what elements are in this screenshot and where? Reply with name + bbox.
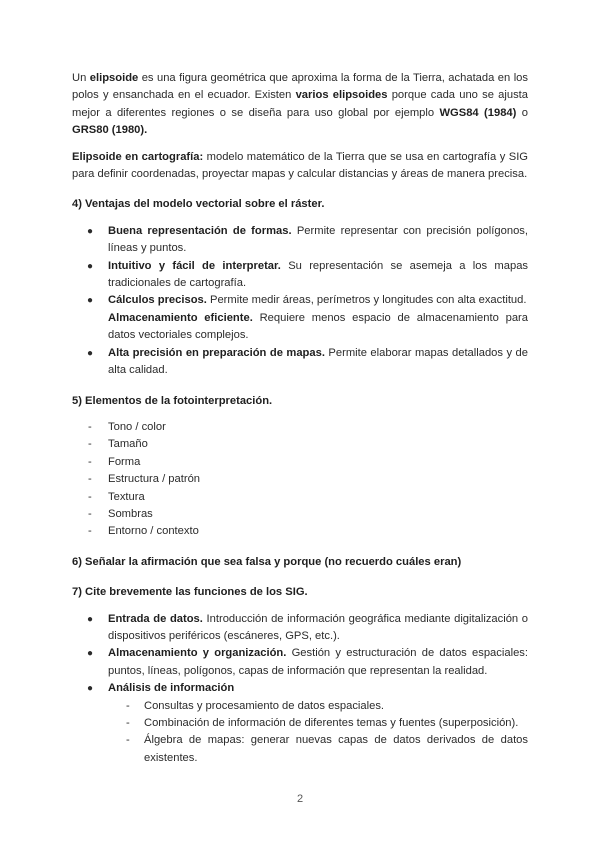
dash-icon: - — [88, 420, 92, 433]
dash-icon: - — [126, 734, 130, 747]
dash-icon: - — [126, 699, 130, 712]
text-run: porque cada uno se ajusta mejor a diferentes regiones o se diseña para uso global por ejemplo — [72, 89, 528, 119]
bold-term-elipsoide: elipsoide — [89, 72, 139, 84]
section-6-heading: 6) Señalar la afirmación que sea falsa y porque (no recuerdo cuáles eran) — [72, 555, 462, 568]
dash-icon: - — [88, 473, 92, 486]
bullet-icon: ● — [87, 648, 94, 660]
bullet-icon: ● — [87, 613, 94, 625]
intro-paragraph-1 — [72, 70, 528, 140]
list-item — [72, 419, 528, 436]
text-run: o — [516, 106, 528, 119]
sub-list-item — [108, 698, 528, 715]
item-text: Álgebra de mapas: generar nuevas capas de datos derivados de datos existentes. — [144, 734, 528, 764]
item-title: Alta precisión en preparación de mapas. — [108, 346, 325, 359]
bullet-icon: ● — [87, 225, 94, 237]
item-text: Textura — [108, 490, 145, 503]
bold-term-elipsoide-cartografia: Elipsoide en cartografía: — [72, 150, 204, 163]
page-number: 2 — [296, 793, 304, 805]
list-item — [72, 292, 528, 309]
item-title: Buena representación de formas. — [108, 224, 292, 237]
item-title: Entrada de datos. — [108, 612, 203, 625]
item-text: Introducción de información geográfica mediante digitalización o dispositivos periféricos (escáneres, GPS, etc.). — [108, 612, 528, 642]
item-text: Tamaño — [108, 438, 148, 451]
list-item — [72, 489, 528, 506]
bold-term-varios-elipsoides: varios elipsoides — [295, 89, 388, 102]
list-item — [72, 436, 528, 453]
item-text: Forma — [108, 455, 141, 468]
item-text: Permite representar con precisión polígonos, líneas y puntos. — [108, 224, 528, 255]
item-text: Su representación se asemeja a los mapas tradicionales de cartografía. — [108, 259, 529, 290]
item-title: Cálculos precisos. — [108, 294, 207, 307]
item-text: Requiere menos espacio de almacenamiento para datos vectoriales complejos. — [108, 311, 528, 342]
bullet-icon: ● — [87, 260, 94, 272]
list-item — [72, 611, 528, 646]
list-item — [72, 471, 528, 488]
page-content — [72, 70, 528, 767]
bullet-icon: ● — [87, 295, 94, 307]
item-text: Permite medir áreas, perímetros y longitudes con alta exactitud. — [206, 294, 527, 307]
bold-term-grs80: GRS80 (1980). — [72, 124, 148, 137]
dash-icon: - — [88, 490, 92, 503]
list-item — [72, 345, 528, 380]
list-item-continuation — [72, 310, 528, 345]
text-run: Un — [72, 72, 90, 84]
bullet-icon: ● — [87, 347, 94, 359]
item-title: Almacenamiento y organización. — [108, 647, 287, 660]
item-text: Tono / color — [108, 420, 166, 433]
bullet-icon: ● — [87, 683, 94, 695]
sub-list — [108, 698, 528, 768]
sub-list-item — [108, 732, 528, 767]
list-item — [72, 454, 528, 471]
section-4-heading: 4) Ventajas del modelo vectorial sobre el ráster. — [72, 198, 325, 211]
section-5-heading: 5) Elementos de la fotointerpretación. — [72, 394, 273, 407]
item-title: Almacenamiento eficiente. — [108, 311, 253, 324]
list-item — [72, 523, 528, 540]
text-run: modelo matemático de la Tierra que se usa en cartografía y SIG para definir coordenadas, proyectar mapas y calcular distancias y áreas de manera precisa. — [72, 150, 528, 181]
list-item — [72, 680, 528, 767]
bold-term-wgs84: WGS84 (1984) — [439, 106, 517, 119]
item-text: Combinación de información de diferentes temas y fuentes (superposición). — [144, 717, 519, 729]
list-item — [72, 645, 528, 680]
intro-paragraph-2 — [72, 149, 528, 184]
item-text: Entorno / contexto — [108, 525, 199, 538]
list-item — [72, 223, 528, 258]
sub-list-item — [108, 715, 528, 732]
dash-icon: - — [126, 717, 130, 729]
item-text: Permite elaborar mapas detallados y de alta calidad. — [108, 346, 528, 377]
item-text: Consultas y procesamiento de datos espaciales. — [144, 699, 385, 712]
dash-icon: - — [88, 525, 92, 538]
item-text: Sombras — [108, 507, 153, 520]
item-title: Análisis de información — [108, 682, 235, 695]
item-text: Estructura / patrón — [108, 473, 201, 486]
section-7-list — [72, 611, 528, 768]
list-item — [72, 258, 528, 293]
dash-icon: - — [88, 438, 92, 451]
item-title: Intuitivo y fácil de interpretar. — [108, 259, 281, 272]
section-7-heading: 7) Cite brevemente las funciones de los SIG. — [72, 586, 308, 599]
dash-icon: - — [88, 455, 92, 468]
text-run: es una figura geométrica que aproxima la forma de la Tierra, achatada en los polos y ensanchada en el ecuador. Existen — [72, 72, 528, 102]
item-text: Gestión y estructuración de datos espaciales: puntos, líneas, polígonos, capas de información que representan la realidad. — [108, 647, 528, 677]
section-5-list — [72, 419, 528, 541]
dash-icon: - — [88, 507, 92, 520]
list-item — [72, 506, 528, 523]
section-4-list — [72, 223, 528, 380]
